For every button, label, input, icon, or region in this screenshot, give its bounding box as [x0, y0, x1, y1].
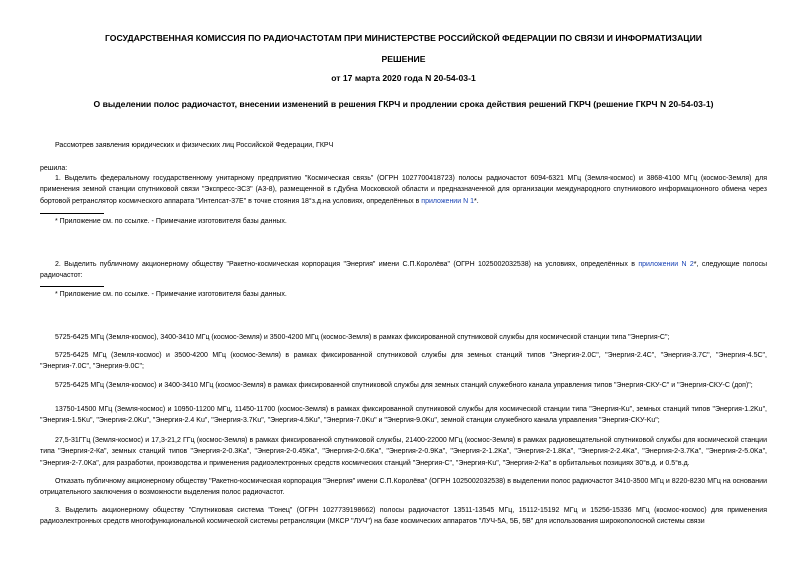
appendix-1-link[interactable]: приложении N 1 — [421, 197, 474, 205]
band-3: 5725-6425 МГц (Земля-космос) и 3400-3410 МГц (космос-Земля) в рамках фиксированной спутниковой службы для земных станций служебного канала управления типов "Энергия-СКУ-С" и "Энергия-СКУ-С (доп)"; — [55, 382, 753, 389]
footnote-divider-2 — [40, 286, 104, 287]
item-1 — [40, 173, 767, 207]
item-2 — [40, 259, 767, 282]
band-1: 5725-6425 МГц (Земля-космос), 3400-3410 МГц (космос-Земля) и 3500-4200 МГц (космос-Земля) в рамках фиксированной спутниковой службы для космической станции типа "Энергия-С"; — [55, 334, 670, 341]
footnote-2: * Приложение см. по ссылке. - Примечание изготовителя базы данных. — [55, 291, 287, 298]
preamble: Рассмотрев заявления юридических и физических лиц Российской Федерации, ГКРЧ — [55, 142, 334, 149]
document-date: от 17 марта 2020 года N 20-54-03-1 — [331, 73, 476, 83]
item-1-end: *. — [473, 197, 479, 205]
item-1-text: 1. Выделить федеральному государственному унитарному предприятию "Космическая связь" (ОГРН 1027700418723) полосы радиочастот 6094-6321 МГц (Земля-космос) и 3868-4100 МГц (космос-Земля) для применения земной станции спутниковой связи "Экспресс-ЗС3" (А3-8), размещенной в г.Дубна Московской области и предназначенной для организации международного спутникового информационного обмена через бортовой ретранслятор космического аппарата "Интелсат-37Е" в точке стояния 18°з.д.на условиях, определённых в — [40, 175, 767, 205]
item-2-text: 2. Выделить публичному акционерному обществу "Ракетно-космическая корпорация "Энергия" имени С.П.Королёва" (ОГРН 1025002032538) на условиях, определённых в — [55, 261, 639, 268]
document-type: РЕШЕНИЕ — [381, 54, 426, 64]
band-2: 5725-6425 МГц (Земля-космос) и 3500-4200 МГц (космос-Земля) в рамках фиксированной спутниковой службы для земных станций типов "Энергия-2.0С", "Энергия-2.4С", "Энергия-3.7С", "Энергия-4.5С", "Энергия-7.0С", "Энергия-9.0С"; — [40, 352, 767, 371]
refusal: Отказать публичному акционерному обществу "Ракетно-космическая корпорация "Энергия" имени С.П.Королёва" (ОГРН 1025002032538) в выделении полос радиочастот 3410-3500 МГц и 8220-8230 МГц на основании отрицательного заключения о возможности выделения полос радиочастот. — [40, 478, 767, 497]
document-title: О выделении полос радиочастот, внесении изменений в решения ГКРЧ и продлении срока действия решений ГКРЧ (решение ГКРЧ N 20-54-03-1) — [93, 99, 714, 109]
band-5: 27,5-31ГГц (Земля-космос) и 17,3-21,2 ГГц (космос-Земля) в рамках фиксированной спутниковой службы, 21400-22000 МГц (космос-Земля) в рамках радиовещательной спутниковой службы для космической станции типа "Энергия-2-Ка", земных станций типов "Энергия-2-0.3Ka", "Энергия-2-0.45Ka", "Энергия-2-0.6Ka", "Энергия-2-0.9Ka", "Энергия-2-1.2Ka", "Энергия-2-1.8Ka", "Энергия-2-2.4Ka", "Энергия-2-3.7Ka", "Энергия-2-5.0Ka", "Энергия-2-7.0Ka", для разработки, производства и применения радиоэлектронных средств космических станций "Энергия-С", "Энергия-Ku", "Энергия-2-Ка" в орбитальных позициях 30°в.д. и 0.5°в.д. — [40, 437, 767, 467]
band-4: 13750-14500 МГц (Земля-космос) и 10950-11200 МГц, 11450-11700 (космос-Земля) в рамках фиксированной спутниковой службы для космической станции типа "Энергия-Ku", земных станций типов "Энергия-1.2Ku", "Энергия-1.5Ku", "Энергия-2.0Ku", "Энергия-2.4 Ku", "Энергия-3.7Ku", "Энергия-4.5Ku", "Энергия-7.0Ku" и "Энергия-9.0Ku", земной станции служебного канала управления "Энергия-СКУ-Ku"; — [40, 406, 767, 425]
authority-heading: ГОСУДАРСТВЕННАЯ КОМИССИЯ ПО РАДИОЧАСТОТАМ ПРИ МИНИСТЕРСТВЕ РОССИЙСКОЙ ФЕДЕРАЦИИ ПО СВЯЗИ И ИНФОРМАТИЗАЦИИ — [105, 33, 702, 43]
resolved-label: решила: — [40, 165, 68, 172]
footnote-divider — [40, 213, 104, 214]
item-3: 3. Выделить акционерному обществу "Спутниковая система "Гонец" (ОГРН 1027739198662) полосы радиочастот 13511-13545 МГц, 15112-15192 МГц и 15256-15336 МГц (космос-космос) для применения радиоэлектронных средств многофункциональной космической системы ретрансляции (МКСР "ЛУЧ") на базе космических аппаратов "ЛУЧ-5А, 5Б, 5В" для использования широкополосной системы связи — [40, 507, 767, 526]
footnote-1: * Приложение см. по ссылке. - Примечание изготовителя базы данных. — [55, 218, 287, 225]
appendix-2-link[interactable]: приложении N 2 — [638, 261, 694, 268]
item-2-end: *, следующие полосы радиочастот: — [40, 261, 767, 280]
